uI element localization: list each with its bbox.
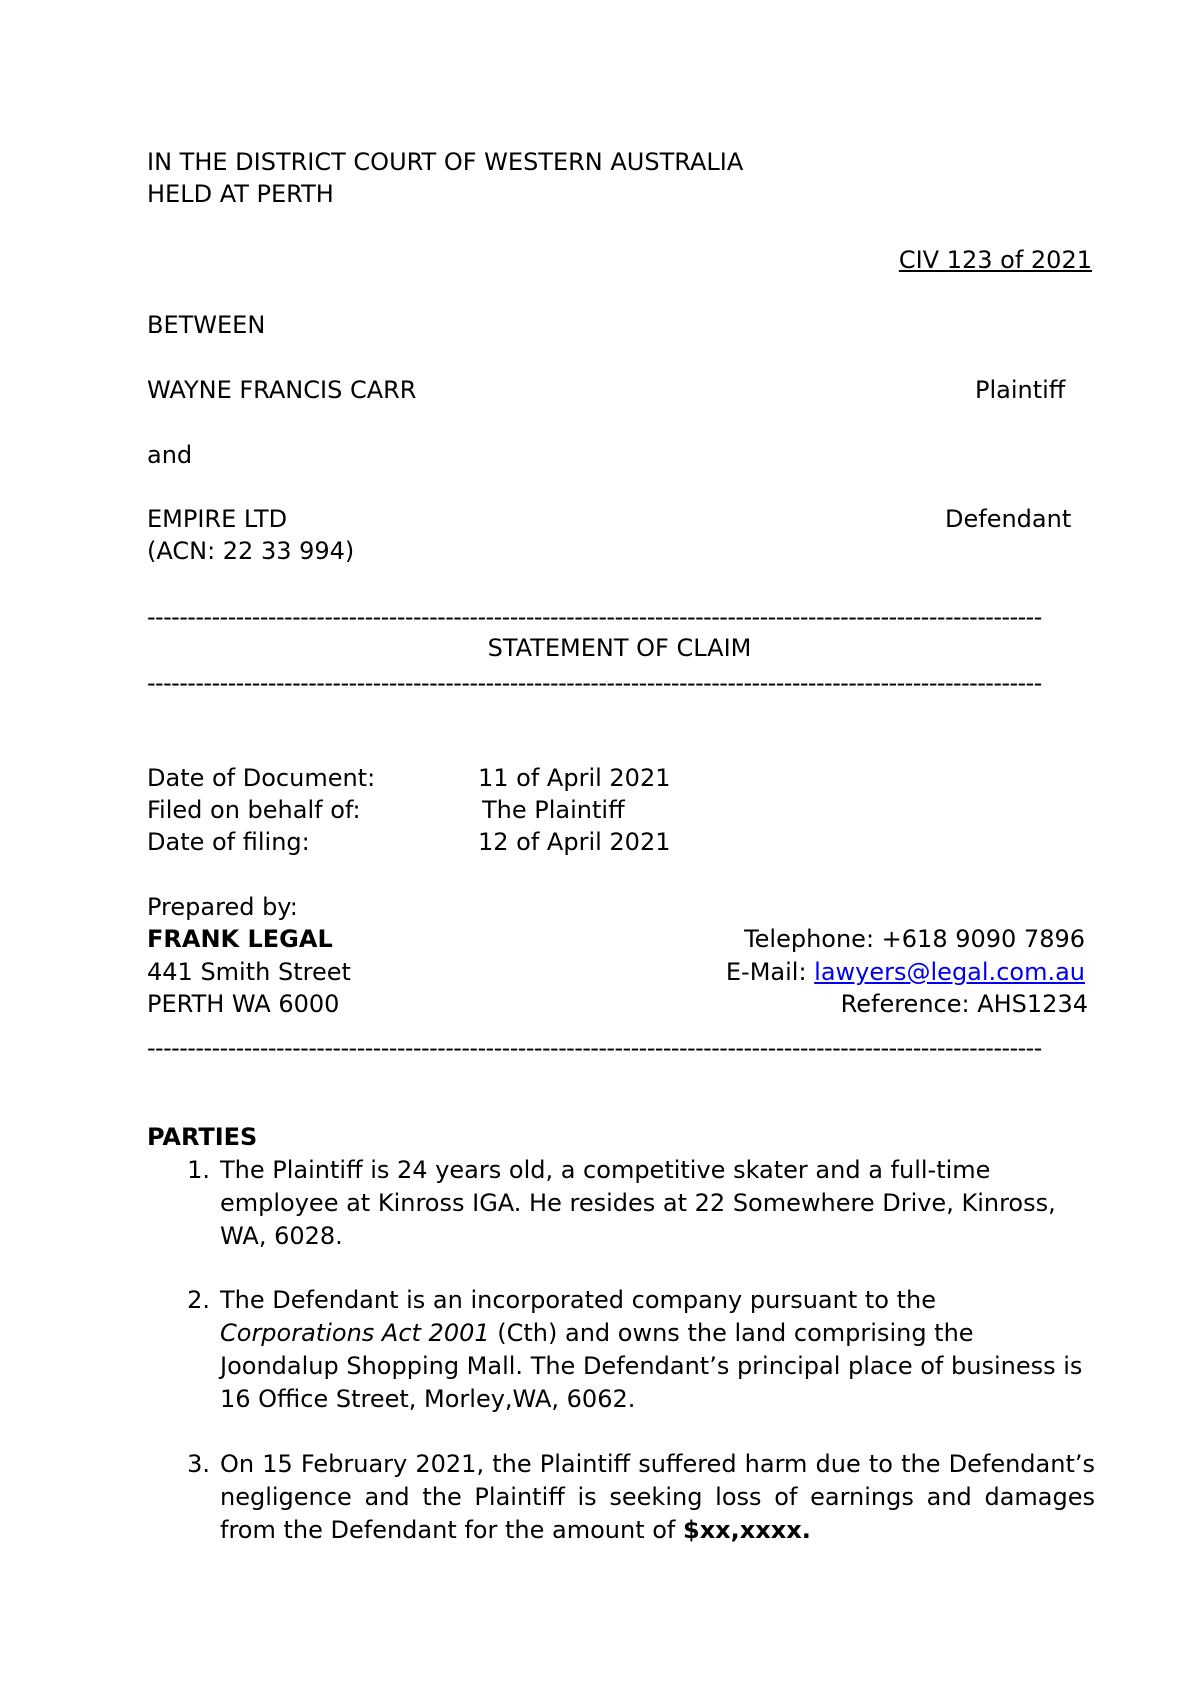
reference: Reference: AHS1234 — [840, 990, 1088, 1018]
plaintiff-role: Plaintiff — [975, 376, 1066, 404]
section-title: PARTIES — [147, 1123, 258, 1151]
firm-city: PERTH WA 6000 — [147, 990, 340, 1018]
list-item-text-part: The Defendant is an incorporated company pursuant to the — [220, 1286, 936, 1314]
case-number-text: CIV 123 of 2021 — [898, 246, 1092, 274]
separator-line: --------------------------------------------------------------------------------------------------------------- — [147, 1036, 1042, 1060]
email-link[interactable]: lawyers@legal.com.au — [814, 958, 1085, 986]
date-of-filing-label: Date of filing: — [147, 828, 310, 856]
list-item-number: 1. — [187, 1156, 210, 1184]
list-item-text-part: (Cth) and owns the land comprising the Joondalup Shopping Mall. The Defendant’s principal place of business is 16 Office Street, Morley,WA, 6062. — [220, 1319, 1083, 1413]
claim-amount: $xx,xxxx. — [683, 1516, 811, 1544]
list-item-text: The Plaintiff is 24 years old, a competitive skater and a full-time employee at Kinross IGA. He resides at 22 Somewhere Drive, Kinross, WA, 6028. — [220, 1156, 1056, 1250]
date-of-filing-value: 12 of April 2021 — [478, 828, 671, 856]
list-item-text-part: On 15 February 2021, the Plaintiff suffered harm due to the Defendant’s negligence and the Plaintiff is seeking loss of earnings and damages from the Defendant for the amount of — [220, 1450, 1095, 1544]
separator-line: --------------------------------------------------------------------------------------------------------------- — [147, 605, 1042, 629]
date-of-document-value: 11 of April 2021 — [478, 764, 671, 792]
prepared-by-label: Prepared by: — [147, 893, 298, 921]
separator-line: --------------------------------------------------------------------------------------------------------------- — [147, 671, 1042, 695]
filed-on-behalf-label: Filed on behalf of: — [147, 796, 361, 824]
email-line — [640, 956, 1085, 988]
held-at: HELD AT PERTH — [147, 180, 334, 208]
court-name: IN THE DISTRICT COURT OF WESTERN AUSTRALIA — [147, 148, 744, 176]
and-label: and — [147, 441, 193, 469]
list-item-text — [220, 1448, 1095, 1547]
list-item-text — [220, 1284, 1095, 1416]
plaintiff-name: WAYNE FRANCIS CARR — [147, 376, 417, 404]
list-item-number: 3. — [187, 1450, 210, 1478]
date-of-document-label: Date of Document: — [147, 764, 376, 792]
defendant-name: EMPIRE LTD — [147, 505, 288, 533]
email-label: E-Mail: — [725, 958, 815, 986]
list-item-number: 2. — [187, 1286, 210, 1314]
defendant-role: Defendant — [945, 505, 1072, 533]
firm-street: 441 Smith Street — [147, 958, 351, 986]
telephone: Telephone: +618 9090 7896 — [744, 925, 1085, 953]
case-number — [700, 244, 1092, 276]
document-title: STATEMENT OF CLAIM — [487, 634, 752, 662]
defendant-acn: (ACN: 22 33 994) — [147, 537, 355, 565]
firm-name: FRANK LEGAL — [147, 925, 333, 953]
act-title: Corporations Act 2001 — [220, 1319, 490, 1347]
between-label: BETWEEN — [147, 311, 266, 339]
filed-on-behalf-value: The Plaintiff — [482, 796, 625, 824]
